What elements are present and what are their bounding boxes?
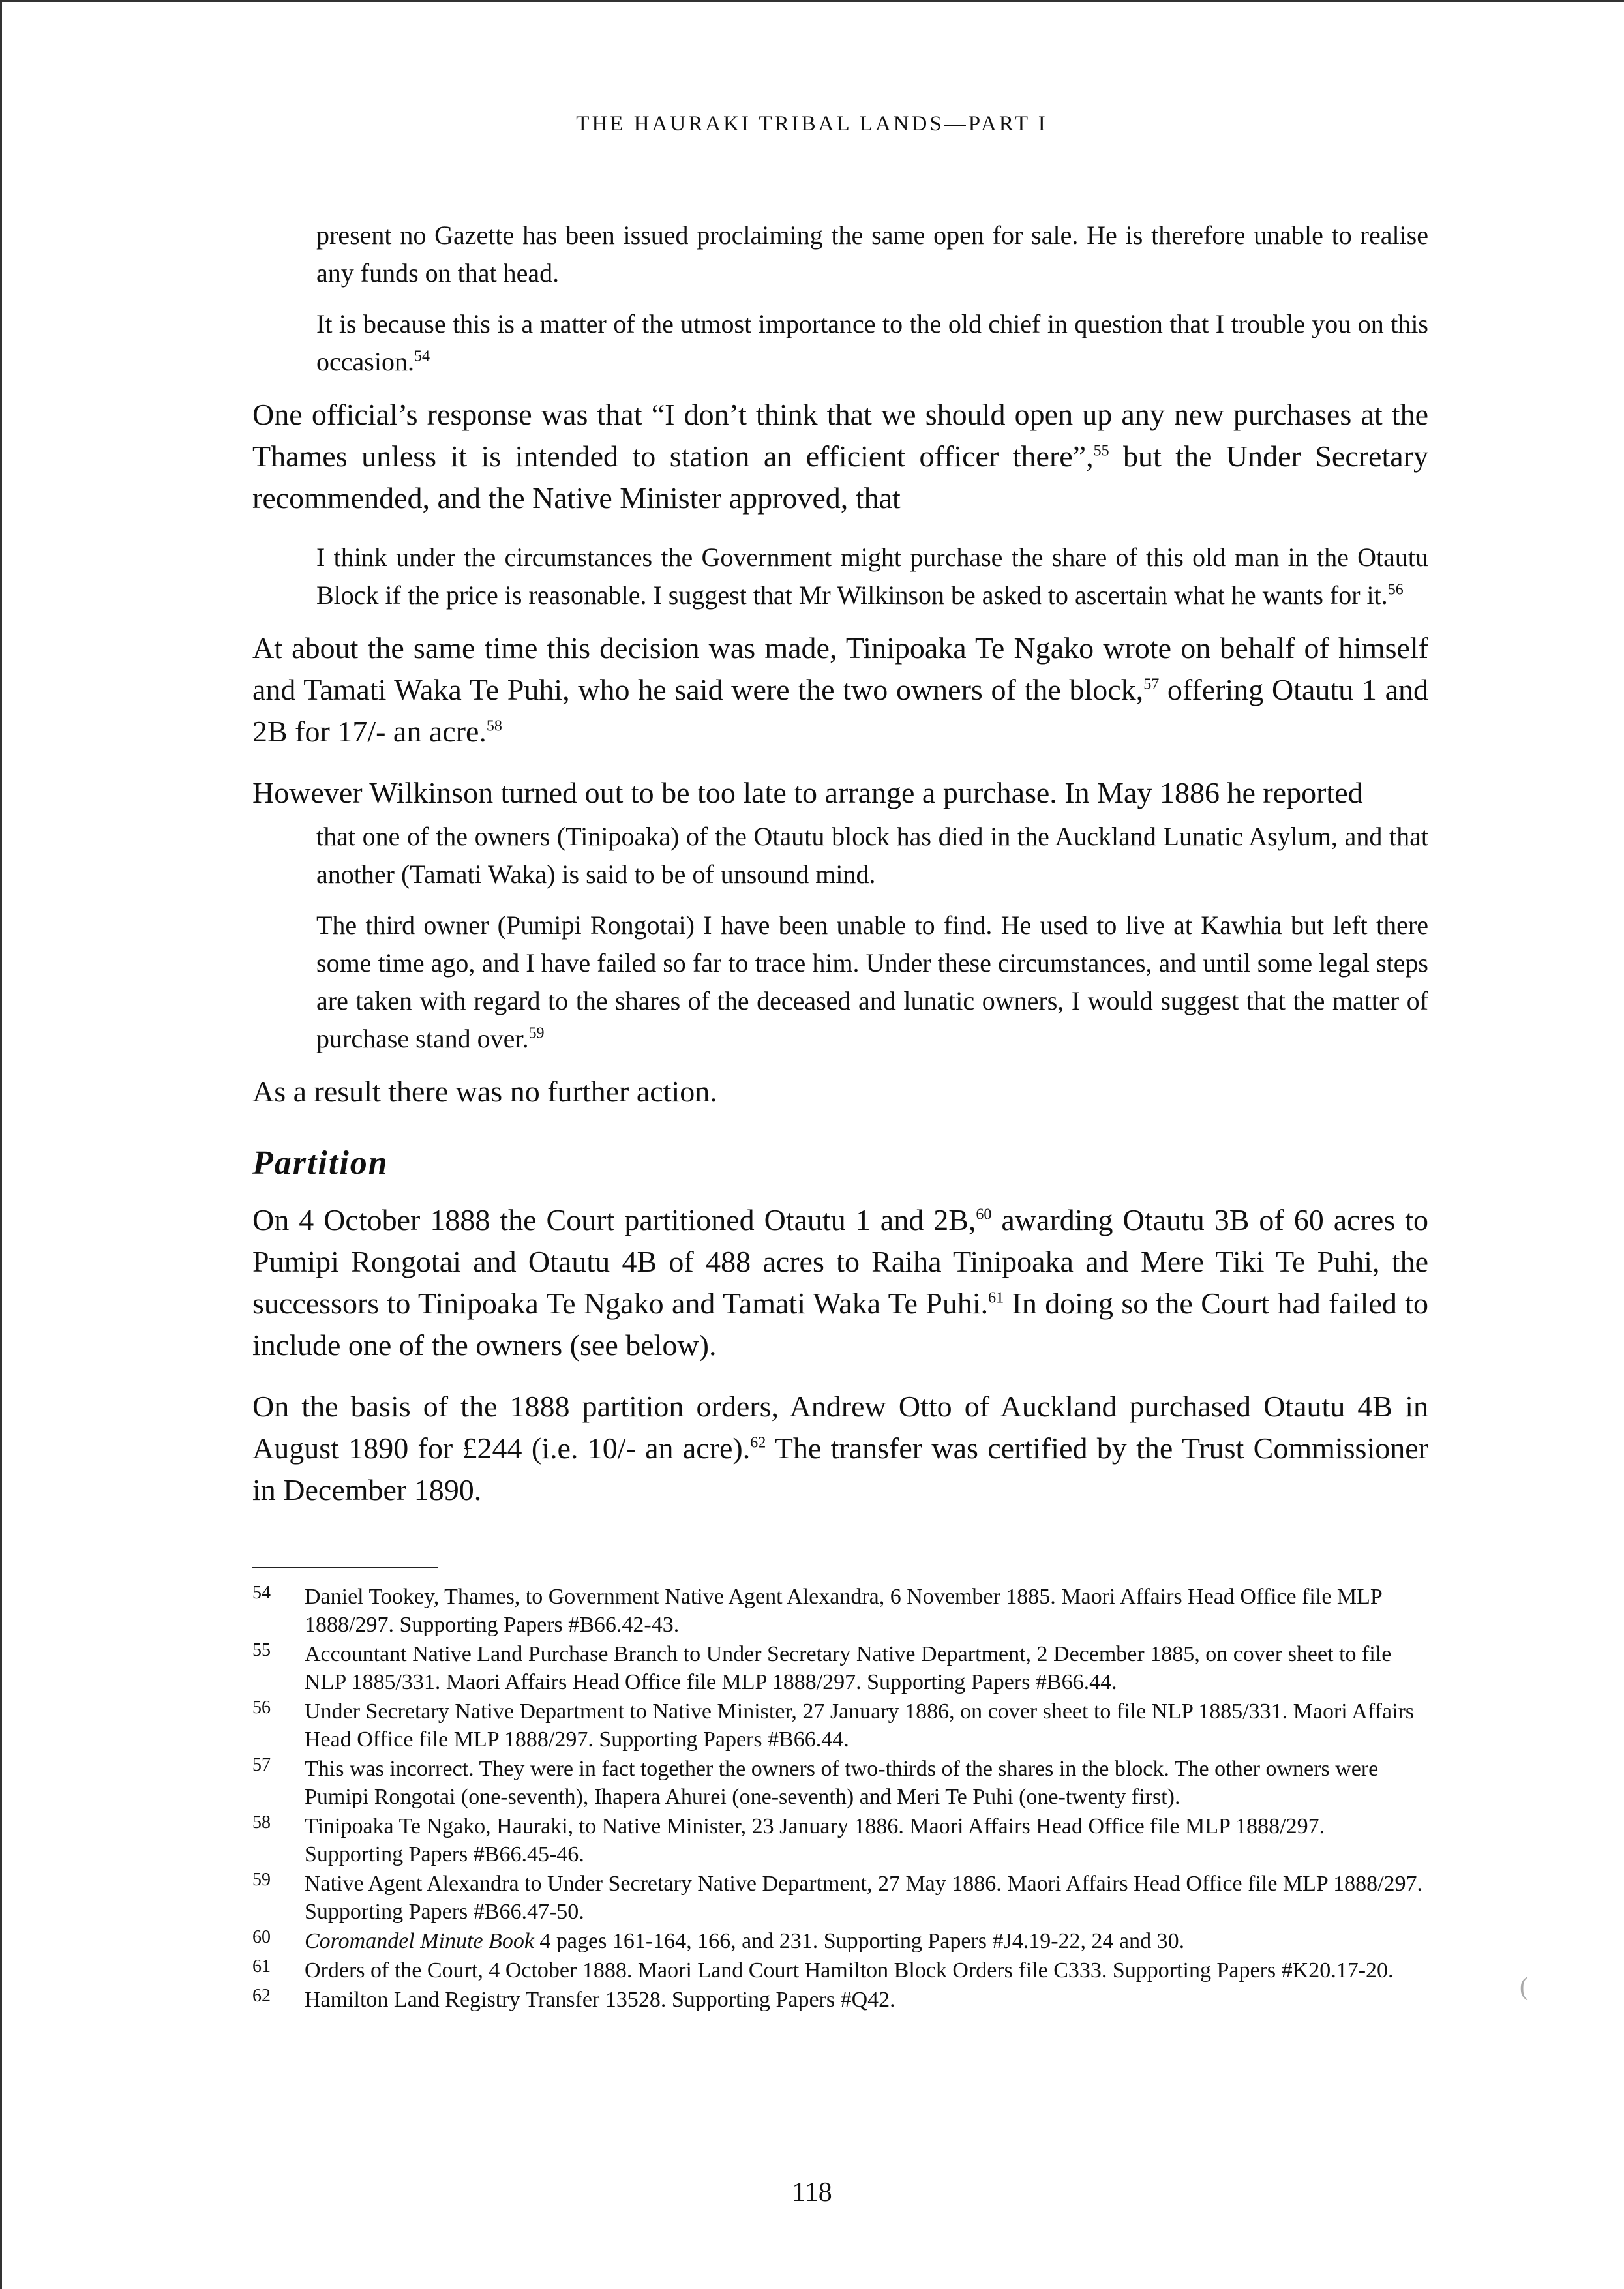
footnote <box>252 1812 1428 1868</box>
paragraph-text: One official’s response was that “I don’t think that we should open up any new purchases at the Thames unless it is intended to station an efficient officer there”, <box>252 398 1428 473</box>
footnote-number: 54 <box>252 1583 271 1603</box>
body-paragraph <box>252 772 1428 814</box>
body-paragraph <box>252 627 1428 753</box>
paragraph-text: However Wilkinson turned out to be too late to arrange a purchase. In May 1886 he reported <box>252 776 1363 809</box>
footnote <box>252 1755 1428 1811</box>
footnote <box>252 1986 1428 2014</box>
block-quote <box>316 539 1428 614</box>
block-quote <box>316 818 1428 1058</box>
footnote-separator <box>252 1567 438 1568</box>
footnote-number: 60 <box>252 1927 271 1947</box>
paragraph-text: In doing so the Court had failed to include one of the owners (see below). <box>252 1287 1428 1362</box>
body-paragraph <box>252 1386 1428 1511</box>
running-header: THE HAURAKI TRIBAL LANDS—PART I <box>576 112 1048 136</box>
footnote <box>252 1956 1428 1984</box>
footnote-number: 61 <box>252 1956 271 1977</box>
quote-paragraph <box>316 539 1428 614</box>
footnote <box>252 1583 1428 1639</box>
footnote <box>252 1927 1428 1955</box>
footnote <box>252 1870 1428 1926</box>
quote-text: present no Gazette has been issued proclaiming the same open for sale. He is therefore unable to realise any funds on that head. <box>316 220 1428 288</box>
paragraph-text: offering Otautu 1 and 2B for 17/- an acre. <box>252 673 1429 748</box>
footnote-ref[interactable]: 61 <box>988 1289 1004 1307</box>
paragraph-text: but the Under Secretary recommended, and the Native Minister approved, that <box>252 440 1428 515</box>
paragraph-text: awarding Otautu 3B of 60 acres to Pumipi Rongotai and Otautu 4B of 488 acres to Raiha Tinipoaka and Mere Tiki Te Puhi, the successors to Tinipoaka Te Ngako and Tamati Waka Te Puhi. <box>252 1203 1428 1320</box>
footnote-ref[interactable]: 62 <box>750 1434 766 1452</box>
body-paragraph <box>252 1199 1428 1366</box>
body-paragraph <box>252 1071 1428 1113</box>
footnote-number: 59 <box>252 1870 271 1890</box>
footnote-text: Hamilton Land Registry Transfer 13528. Supporting Papers #Q42. <box>305 1988 895 2012</box>
footnote-text: Orders of the Court, 4 October 1888. Maori Land Court Hamilton Block Orders file C333. Supporting Papers #K20.17-20. <box>305 1958 1394 1982</box>
footnotes <box>252 1583 1428 2014</box>
block-quote <box>316 217 1428 381</box>
margin-mark: ( <box>1520 1971 1529 2001</box>
paragraph-text: At about the same time this decision was made, Tinipoaka Te Ngako wrote on behalf of himself and Tamati Waka Te Puhi, who he said were the two owners of the block, <box>252 631 1428 706</box>
footnote-number: 55 <box>252 1640 271 1660</box>
footnote-ref[interactable]: 60 <box>976 1206 992 1223</box>
paragraph-text: The transfer was certified by the Trust Commissioner in December 1890. <box>252 1431 1428 1506</box>
quote-text: It is because this is a matter of the utmost importance to the old chief in question that I trouble you on this occasion. <box>316 309 1428 376</box>
footnote <box>252 1698 1428 1754</box>
footnote-text: 4 pages 161-164, 166, and 231. Supporting Papers #J4.19-22, 24 and 30. <box>534 1929 1185 1953</box>
footnote-ref[interactable]: 58 <box>486 717 502 735</box>
footnote-text: This was incorrect. They were in fact together the owners of two-thirds of the shares in the block. The other owners were Pumipi Rongotai (one-seventh), Ihapera Ahurei (one-seventh) and Meri Te Puhi (one-twenty first). <box>305 1757 1379 1809</box>
footnote-text: Native Agent Alexandra to Under Secretary Native Department, 27 May 1886. Maori Affairs Head Office file MLP 1888/297. Supporting Papers #B66.47-50. <box>305 1872 1423 1924</box>
paragraph-text: On the basis of the 1888 partition orders, Andrew Otto of Auckland purchased Otautu 4B in August 1890 for £244 (i.e. 10/- an acre). <box>252 1390 1428 1465</box>
quote-text: The third owner (Pumipi Rongotai) I have been unable to find. He used to live at Kawhia but left there some time ago, and I have failed so far to trace him. Under these circumstances, and until some legal steps are taken with regard to the shares of the deceased and lunatic owners, I would suggest that the matter of purchase stand over. <box>316 910 1428 1053</box>
footnote-ref[interactable]: 56 <box>1387 581 1404 599</box>
footnote-text: Daniel Tookey, Thames, to Government Native Agent Alexandra, 6 November 1885. Maori Affairs Head Office file MLP 1888/297. Supporting Papers #B66.42-43. <box>305 1585 1382 1637</box>
footnote-ref[interactable]: 54 <box>414 348 430 365</box>
quote-paragraph <box>316 818 1428 893</box>
footnote-number: 56 <box>252 1698 271 1718</box>
footnote-ref[interactable]: 57 <box>1143 676 1160 693</box>
quote-paragraph <box>316 217 1428 292</box>
page-content <box>252 217 1428 2015</box>
footnote-number: 58 <box>252 1812 271 1833</box>
paragraph-text: On 4 October 1888 the Court partitioned Otautu 1 and 2B, <box>252 1203 976 1236</box>
body-paragraph <box>252 394 1428 519</box>
footnote-text: Under Secretary Native Department to Native Minister, 27 January 1886, on cover sheet to file NLP 1885/331. Maori Affairs Head Office file MLP 1888/297. Supporting Papers #B66.44. <box>305 1699 1415 1752</box>
footnote-text: Accountant Native Land Purchase Branch to Under Secretary Native Department, 2 December 1885, on cover sheet to file NLP 1885/331. Maori Affairs Head Office file MLP 1888/297. Supporting Papers #B66.44. <box>305 1642 1392 1694</box>
footnote-ref[interactable]: 55 <box>1093 442 1109 460</box>
section-heading: Partition <box>252 1144 389 1182</box>
footnote-text: Tinipoaka Te Ngako, Hauraki, to Native Minister, 23 January 1886. Maori Affairs Head Office file MLP 1888/297. Supporting Papers #B66.45-46. <box>305 1814 1325 1866</box>
footnote-italic-title: Coromandel Minute Book <box>305 1929 534 1953</box>
quote-paragraph <box>316 305 1428 381</box>
quote-text: that one of the owners (Tinipoaka) of the Otautu block has died in the Auckland Lunatic Asylum, and that another (Tamati Waka) is said to be of unsound mind. <box>316 822 1428 889</box>
quote-text: I think under the circumstances the Government might purchase the share of this old man in the Otautu Block if the price is reasonable. I suggest that Mr Wilkinson be asked to ascertain what he wants for it. <box>316 543 1428 610</box>
footnote <box>252 1640 1428 1696</box>
footnote-number: 57 <box>252 1755 271 1775</box>
paragraph-text: As a result there was no further action. <box>252 1075 717 1108</box>
footnote-number: 62 <box>252 1986 271 2006</box>
quote-paragraph <box>316 906 1428 1058</box>
page-number: 118 <box>792 2177 832 2207</box>
footnote-ref[interactable]: 59 <box>528 1025 545 1042</box>
